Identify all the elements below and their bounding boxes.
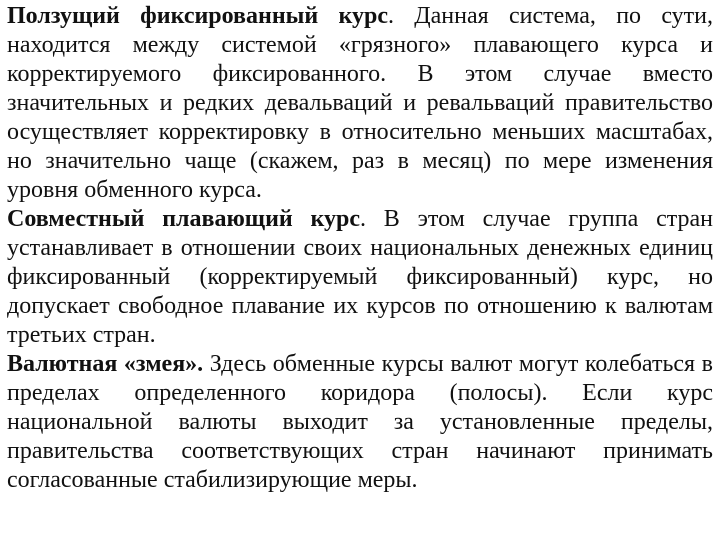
term-joint-float: Совместный плавающий курс xyxy=(7,206,361,232)
paragraph-currency-snake xyxy=(7,350,713,495)
term-currency-snake: Валютная «змея». xyxy=(7,351,204,377)
paragraph-text: . Данная система, по сути, находится между системой «грязного» плавающего курса и корректируемого фиксированного. В этом случае вместо значительных и редких девальваций и ревальваций правительство осуществляет корректировку в относительно меньших масштабах, но значительно чаще (скажем, раз в месяц) по мере изменения уровня обменного курса. xyxy=(7,3,713,203)
paragraph-joint-float xyxy=(7,205,713,350)
term-crawling-peg: Ползущий фиксированный курс xyxy=(7,3,388,29)
paragraph-text: . В этом случае группа стран устанавливает в отношении своих национальных денежных единиц фиксированный (корректируемый фиксированный) курс, но допускает свободное плавание их курсов по отношению к валютам третьих стран. xyxy=(7,206,714,348)
paragraph-text: Здесь обменные курсы валют могут колебаться в пределах определенного коридора (полосы). Если курс национальной валюты выходит за установленные пределы, правительства соответствующих стран начинают принимать согласованные стабилизирующие меры. xyxy=(7,351,713,493)
document-body xyxy=(7,2,713,495)
paragraph-crawling-peg xyxy=(7,2,713,205)
